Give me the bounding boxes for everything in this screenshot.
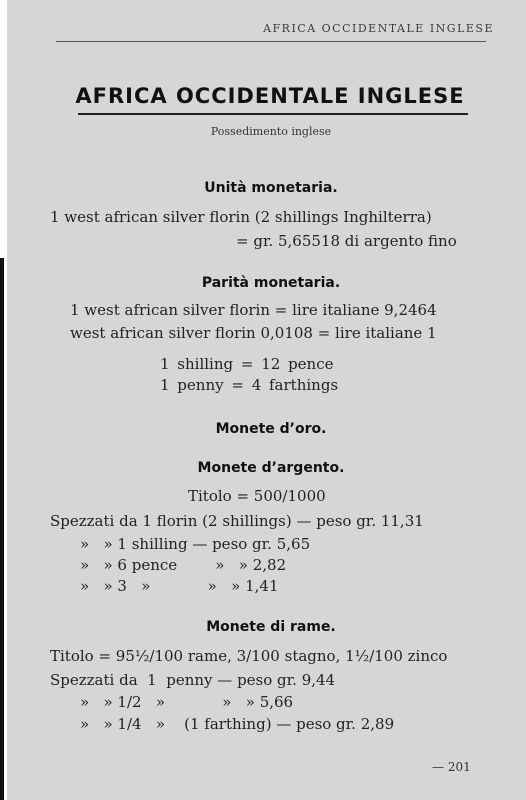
unita-line-2: = gr. 5,65518 di argento fino [236, 232, 457, 250]
argento-line-3: » » 6 pence » » 2,82 [80, 556, 287, 574]
section-heading-rame: Monete di rame. [206, 619, 336, 635]
header-rule [56, 41, 486, 42]
parita-line-1: 1 west african silver florin = lire italiane 9,2464 [70, 301, 437, 319]
parita-line-3: 1 shilling = 12 pence [160, 355, 334, 373]
left-shadow-strip [0, 258, 4, 800]
parita-line-4: 1 penny = 4 farthings [160, 376, 339, 394]
title-underline [78, 113, 468, 115]
book-page [8, 0, 526, 800]
argento-line-1: Spezzati da 1 florin (2 shillings) — peso gr. 11,31 [50, 512, 424, 530]
rame-line-2: » » 1/2 » » » 5,66 [80, 693, 294, 711]
subtitle: Possedimento inglese [210, 125, 332, 138]
section-heading-oro: Monete d’oro. [215, 421, 327, 437]
section-heading-parita: Parità monetaria. [201, 275, 341, 291]
section-heading-argento: Monete d’argento. [197, 460, 345, 476]
section-heading-unita: Unità monetaria. [204, 180, 338, 196]
unita-line-1: 1 west african silver florin (2 shillings Inghilterra) [50, 208, 432, 226]
argento-titolo: Titolo = 500/1000 [188, 487, 326, 505]
rame-line-1: Spezzati da 1 penny — peso gr. 9,44 [50, 671, 336, 689]
running-head: AFRICA OCCIDENTALE INGLESE [263, 22, 494, 35]
page-title: AFRICA OCCIDENTALE INGLESE [75, 84, 465, 108]
rame-titolo: Titolo = 95½/100 rame, 3/100 stagno, 1½/100 zinco [50, 647, 448, 665]
parita-line-2: west african silver florin 0,0108 = lire italiane 1 [70, 324, 437, 342]
page-number: — 201 [432, 760, 471, 774]
argento-line-2: » » 1 shilling — peso gr. 5,65 [80, 535, 311, 553]
argento-line-4: » » 3 » » » 1,41 [80, 577, 279, 595]
rame-line-3: » » 1/4 » (1 farthing) — peso gr. 2,89 [80, 715, 395, 733]
